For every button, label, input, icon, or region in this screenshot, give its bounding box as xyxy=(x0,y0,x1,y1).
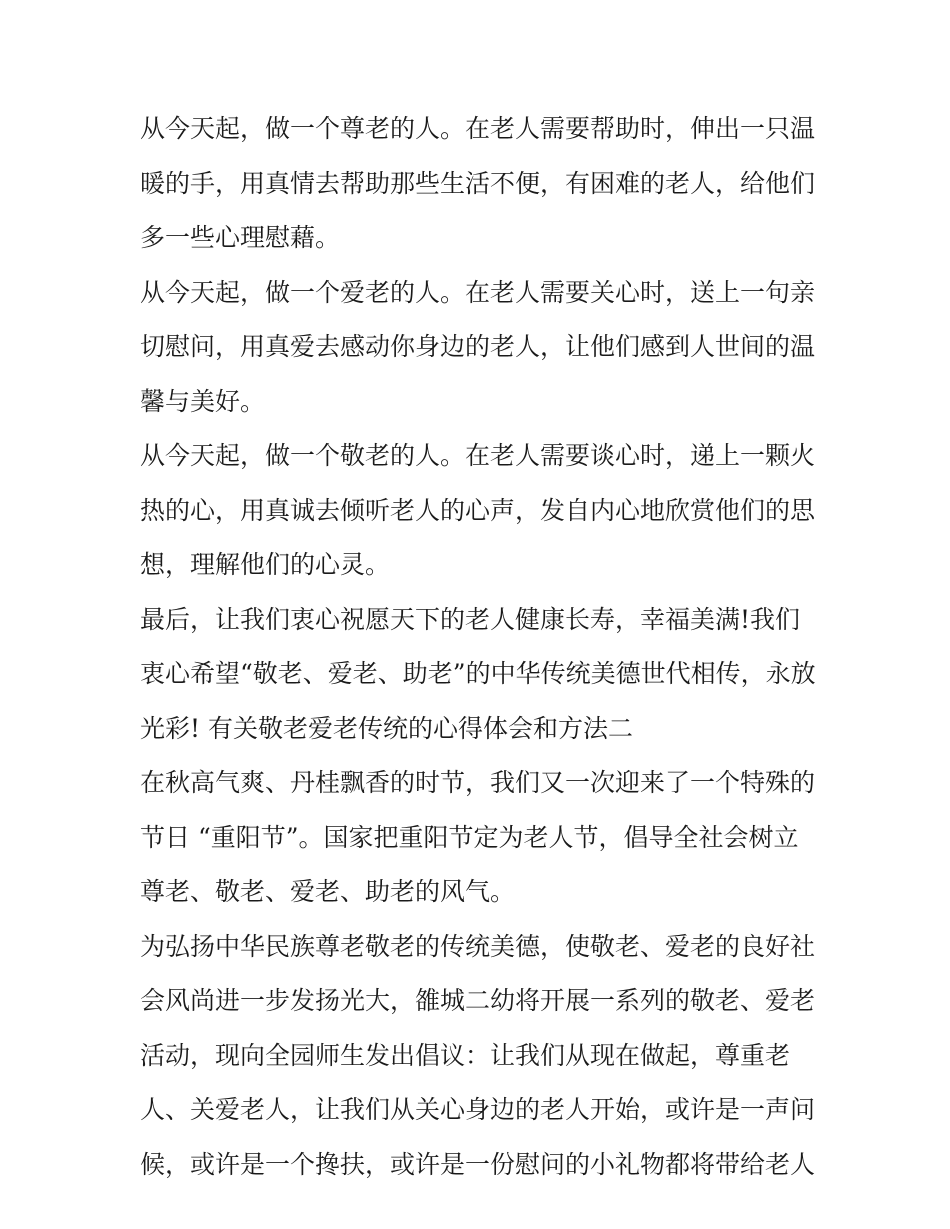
text-line: 热的心，用真诚去倾听老人的心声，发自内心地欣赏他们的思 xyxy=(140,495,816,525)
text-line: 从今天起，做一个尊老的人。在老人需要帮助时，伸出一只温 xyxy=(140,114,816,143)
text-line: 节日 “重阳节”。国家把重阳节定为老人节，倡导全社会树立 xyxy=(140,822,799,852)
text-line: 人、关爱老人，让我们从关心身边的老人开始，或许是一声问 xyxy=(140,1095,816,1124)
text-line: 切慰问，用真爱去感动你身边的老人，让他们感到人世间的温 xyxy=(140,332,816,361)
text-line: 为弘扬中华民族尊老敬老的传统美德，使敬老、爱老的良好社 xyxy=(140,931,816,961)
text-line: 多一些心理慰藉。 xyxy=(140,223,341,252)
text-line: 候，或许是一个搀扶，或许是一份慰问的小礼物都将带给老人 xyxy=(140,1149,816,1179)
text-line: 馨与美好。 xyxy=(140,386,266,416)
text-line: 光彩! 有关敬老爱老传统的心得体会和方法二 xyxy=(140,713,633,743)
text-line: 会风尚进一步发扬光大，雒城二幼将开展一系列的敬老、爱老 xyxy=(140,986,816,1015)
text-line: 从今天起，做一个爱老的人。在老人需要关心时，送上一句亲 xyxy=(140,277,816,307)
text-line: 最后，让我们衷心祝愿天下的老人健康长寿，幸福美满!我们 xyxy=(140,604,801,634)
text-line: 在秋高气爽、丹桂飘香的时节，我们又一次迎来了一个特殊的 xyxy=(140,768,816,797)
text-line: 暖的手，用真情去帮助那些生活不便，有困难的老人，给他们 xyxy=(140,168,816,198)
text-line: 尊老、敬老、爱老、助老的风气。 xyxy=(140,877,516,906)
document-body xyxy=(140,102,820,1192)
text-line: 想，理解他们的心灵。 xyxy=(140,550,391,579)
text-line: 衷心希望“敬老、爱老、助老”的中华传统美德世代相传，永放 xyxy=(140,659,816,688)
text-line: 从今天起，做一个敬老的人。在老人需要谈心时，递上一颗火 xyxy=(140,441,816,470)
text-line: 活动，现向全园师生发出倡议：让我们从现在做起，尊重老 xyxy=(140,1040,791,1070)
